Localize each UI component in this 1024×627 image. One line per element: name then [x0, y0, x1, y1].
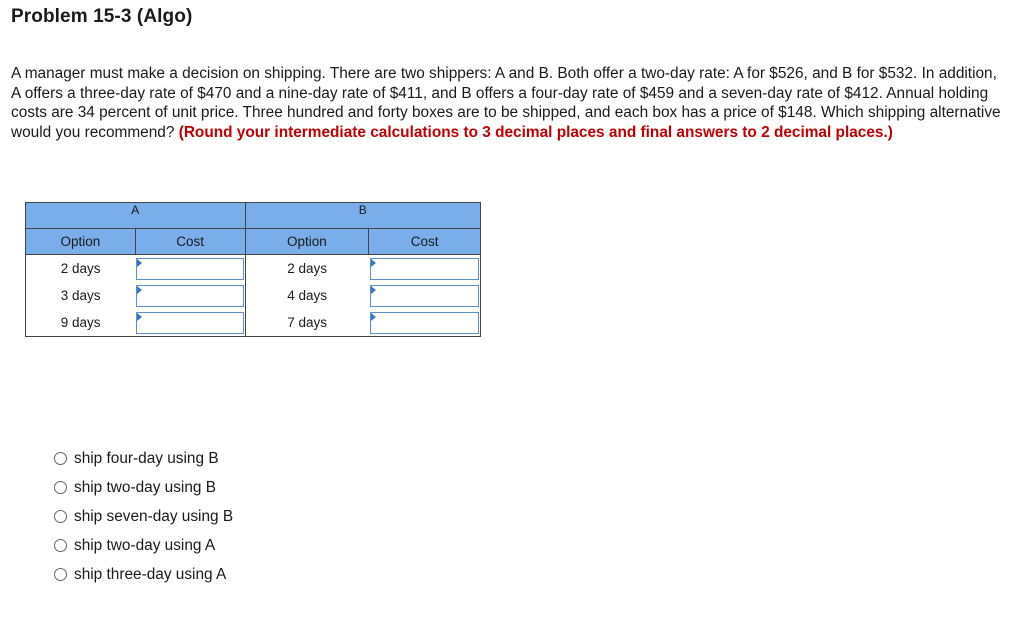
column-header-option-b: Option: [245, 229, 369, 255]
choice-two-day-b[interactable]: [54, 473, 233, 502]
answer-choices: [54, 444, 233, 589]
cost-b-4-days-input[interactable]: [370, 285, 479, 307]
option-b-3: 7 days: [245, 309, 369, 337]
shipper-b-header: B: [245, 203, 480, 229]
problem-text: A manager must make a decision on shipping. There are two shippers: A and B. Both offer a two-day rate: A for $526, and B for $532. In addition, A offers a three-day rate of $470 and a nine-day rate of $411, and B offers a four-day rate of $459 and a seven-day rate of $412. Annual holding costs are 34 percent of unit price. Three hundred and forty boxes are to be shipped, and each box has a price of $148. Which shipping alternative would you recommend?: [11, 65, 1001, 141]
radio-button[interactable]: [54, 481, 67, 494]
page-title: Problem 15-3 (Algo): [11, 6, 193, 27]
choice-three-day-a[interactable]: [54, 560, 233, 589]
input-marker-icon: [371, 259, 376, 267]
column-header-option-a: Option: [26, 229, 136, 255]
radio-button[interactable]: [54, 510, 67, 523]
choice-label: ship two-day using A: [74, 536, 216, 554]
cost-a-2-days-input[interactable]: [136, 258, 243, 280]
option-b-2: 4 days: [245, 282, 369, 309]
option-a-2: 3 days: [26, 282, 136, 309]
shipping-cost-table: [25, 202, 481, 337]
choice-four-day-b[interactable]: [54, 444, 233, 473]
table-row: [26, 309, 481, 337]
problem-statement: [11, 64, 1001, 142]
input-marker-icon: [371, 286, 376, 294]
option-b-1: 2 days: [245, 255, 369, 283]
input-marker-icon: [371, 313, 376, 321]
column-header-cost-a: Cost: [135, 229, 245, 255]
choice-label: ship seven-day using B: [74, 507, 234, 525]
rounding-note: (Round your intermediate calculations to 3 decimal places and final answers to 2 decimal places.): [178, 123, 893, 141]
choice-label: ship two-day using B: [74, 478, 217, 496]
choice-label: ship four-day using B: [74, 449, 219, 467]
cost-a-9-days-input[interactable]: [136, 312, 243, 334]
choice-two-day-a[interactable]: [54, 531, 233, 560]
table-row: [26, 255, 481, 283]
choice-label: ship three-day using A: [74, 565, 227, 583]
radio-button[interactable]: [54, 452, 67, 465]
cost-b-7-days-input[interactable]: [370, 312, 479, 334]
option-a-1: 2 days: [26, 255, 136, 283]
choice-seven-day-b[interactable]: [54, 502, 233, 531]
column-header-cost-b: Cost: [369, 229, 481, 255]
input-marker-icon: [137, 286, 142, 294]
table-row: [26, 282, 481, 309]
shipper-a-header: A: [26, 203, 246, 229]
option-a-3: 9 days: [26, 309, 136, 337]
cost-b-2-days-input[interactable]: [370, 258, 479, 280]
cost-a-3-days-input[interactable]: [136, 285, 243, 307]
radio-button[interactable]: [54, 568, 67, 581]
radio-button[interactable]: [54, 539, 67, 552]
input-marker-icon: [137, 313, 142, 321]
input-marker-icon: [137, 259, 142, 267]
